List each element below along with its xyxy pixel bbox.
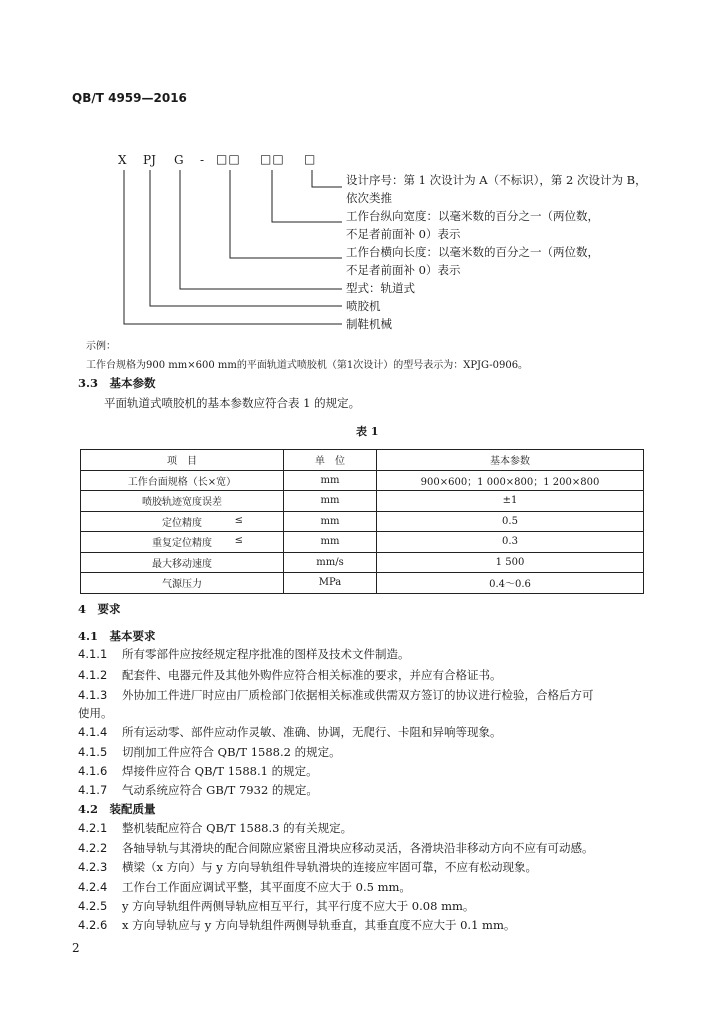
table-row <box>81 511 644 532</box>
code-pj: PJ <box>143 153 156 167</box>
table-row <box>81 552 644 573</box>
code-dash: - <box>200 153 205 167</box>
clause-number: 4.1.4 <box>78 725 108 739</box>
row-value: 900×600；1 000×800；1 200×800 <box>377 470 644 491</box>
row-item <box>81 511 284 532</box>
row-value: ±1 <box>377 491 644 512</box>
desc-width-2: 不足者前面补 0）表示 <box>346 227 461 241</box>
item-label: 最大移动速度 <box>152 558 212 570</box>
clause <box>78 763 318 779</box>
clause <box>78 724 502 740</box>
clause-number: 4.1.7 <box>78 783 108 797</box>
row-value: 0.3 <box>377 532 644 553</box>
section-4-2-title: 4.2 装配质量 <box>78 802 156 816</box>
page-number: 2 <box>72 941 80 955</box>
clause-number: 4.2.2 <box>78 841 108 855</box>
desc-width-1: 工作台纵向宽度：以毫米数的百分之一（两位数， <box>346 209 599 223</box>
row-value: 0.4～0.6 <box>377 573 644 594</box>
row-item <box>81 573 284 594</box>
desc-serial-2: 依次类推 <box>346 191 392 205</box>
code-length: □□ <box>216 152 241 166</box>
section-3-3-intro: 平面轨道式喷胶机的基本参数应符合表 1 的规定。 <box>104 396 361 410</box>
row-item <box>81 491 284 512</box>
desc-category: 制鞋机械 <box>346 317 392 331</box>
table-row <box>81 470 644 491</box>
clause <box>78 667 502 683</box>
header-item: 项 目 <box>81 450 284 471</box>
clause-text: y 方向导轨组件两侧导轨应相互平行，其平行度不应大于 0.08 mm。 <box>122 899 475 913</box>
clause-continuation <box>78 705 113 721</box>
item-label: 重复定位精度 <box>152 538 212 550</box>
clause <box>78 840 594 856</box>
table-caption: 表 1 <box>356 425 379 438</box>
code-g: G <box>174 153 184 167</box>
clause <box>78 879 411 895</box>
header-unit: 单 位 <box>284 450 377 471</box>
clause <box>78 782 318 798</box>
clause-text: 工作台工作面应调试平整，其平面度不应大于 0.5 mm。 <box>122 880 411 894</box>
row-item <box>81 552 284 573</box>
table-header-row <box>81 450 644 471</box>
row-unit: mm <box>284 470 377 491</box>
clause-text: 切削加工件应符合 QB/T 1588.2 的规定。 <box>122 745 341 759</box>
clause-number: 4.2.4 <box>78 880 108 894</box>
clause-number: 4.1.2 <box>78 668 108 682</box>
row-item <box>81 532 284 553</box>
le-symbol: ≤ <box>234 514 243 526</box>
clause <box>78 744 341 760</box>
section-3-3-title: 3.3 基本参数 <box>78 376 156 390</box>
clause-number: 4.2.6 <box>78 918 108 932</box>
item-label: 定位精度 <box>162 517 202 529</box>
item-label: 工作台面规格（长×宽） <box>127 476 237 488</box>
row-unit: mm <box>284 532 377 553</box>
desc-serial-1: 设计序号：第 1 次设计为 A（不标识），第 2 次设计为 B， <box>346 173 647 187</box>
clause <box>78 917 515 933</box>
clause-text: 使用。 <box>78 706 113 720</box>
clause-text: 外协加工件进厂时应由厂质检部门依据相关标准或供需双方签订的协议进行检验，合格后方可 <box>122 688 594 702</box>
clause <box>78 820 352 836</box>
code-width: □□ <box>260 152 285 166</box>
item-label: 喷胶轨迹宽度误差 <box>142 497 222 509</box>
clause-text: 整机装配应符合 QB/T 1588.3 的有关规定。 <box>122 821 353 835</box>
clause <box>78 646 410 662</box>
clause-number: 4.2.5 <box>78 899 108 913</box>
row-value: 0.5 <box>377 511 644 532</box>
clause-text: 焊接件应符合 QB/T 1588.1 的规定。 <box>122 764 318 778</box>
row-unit: mm/s <box>284 552 377 573</box>
header-value: 基本参数 <box>377 450 644 471</box>
basic-parameters-table <box>80 449 644 594</box>
desc-product: 喷胶机 <box>346 299 381 313</box>
clause-text: 气动系统应符合 GB/T 7932 的规定。 <box>122 783 318 797</box>
clause-text: 横梁（x 方向）与 y 方向导轨组件导轨滑块的连接应牢固可靠，不应有松动现象。 <box>122 860 537 874</box>
section-4-1-title: 4.1 基本要求 <box>78 629 156 643</box>
clause <box>78 859 537 875</box>
le-symbol: ≤ <box>234 535 243 546</box>
desc-length-1: 工作台横向长度：以毫米数的百分之一（两位数， <box>346 245 599 259</box>
code-x: X <box>118 153 127 167</box>
table-row <box>81 573 644 594</box>
table-row <box>81 491 644 512</box>
clause <box>78 687 594 703</box>
clause-number: 4.1.3 <box>78 688 108 702</box>
clause-number: 4.2.1 <box>78 821 108 835</box>
example-label: 示例： <box>86 341 116 352</box>
section-4-title: 4 要求 <box>78 602 121 616</box>
clause-text: 所有零部件应按经规定程序批准的图样及技术文件制造。 <box>122 647 410 661</box>
row-unit: mm <box>284 491 377 512</box>
clause-text: 配套件、电器元件及其他外购件应符合相关标准的要求，并应有合格证书。 <box>122 668 502 682</box>
clause-number: 4.1.1 <box>78 647 108 661</box>
clause-text: x 方向导轨应与 y 方向导轨组件两侧导轨垂直，其垂直度不应大于 0.1 mm。 <box>122 918 516 932</box>
row-unit: mm <box>284 511 377 532</box>
clause-number: 4.1.6 <box>78 764 108 778</box>
row-value: 1 500 <box>377 552 644 573</box>
clause <box>78 898 474 914</box>
standard-number: QB/T 4959—2016 <box>72 91 187 105</box>
desc-type: 型式：轨道式 <box>346 281 415 295</box>
table-row <box>81 532 644 553</box>
row-item <box>81 470 284 491</box>
clause-text: 各轴导轨与其滑块的配合间隙应紧密且滑块应移动灵活，各滑块沿非移动方向不应有可动感。 <box>122 841 594 855</box>
row-unit: MPa <box>284 573 377 594</box>
clause-number: 4.1.5 <box>78 745 108 759</box>
clause-text: 所有运动零、部件应动作灵敏、准确、协调，无爬行、卡阻和异响等现象。 <box>122 725 502 739</box>
desc-length-2: 不足者前面补 0）表示 <box>346 263 461 277</box>
example-text: 工作台规格为900 mm×600 mm的平面轨道式喷胶机（第1次设计）的型号表示为：XPJG-0906。 <box>86 360 529 371</box>
code-serial: □ <box>304 152 316 166</box>
item-label: 气源压力 <box>162 579 202 591</box>
clause-number: 4.2.3 <box>78 860 108 874</box>
